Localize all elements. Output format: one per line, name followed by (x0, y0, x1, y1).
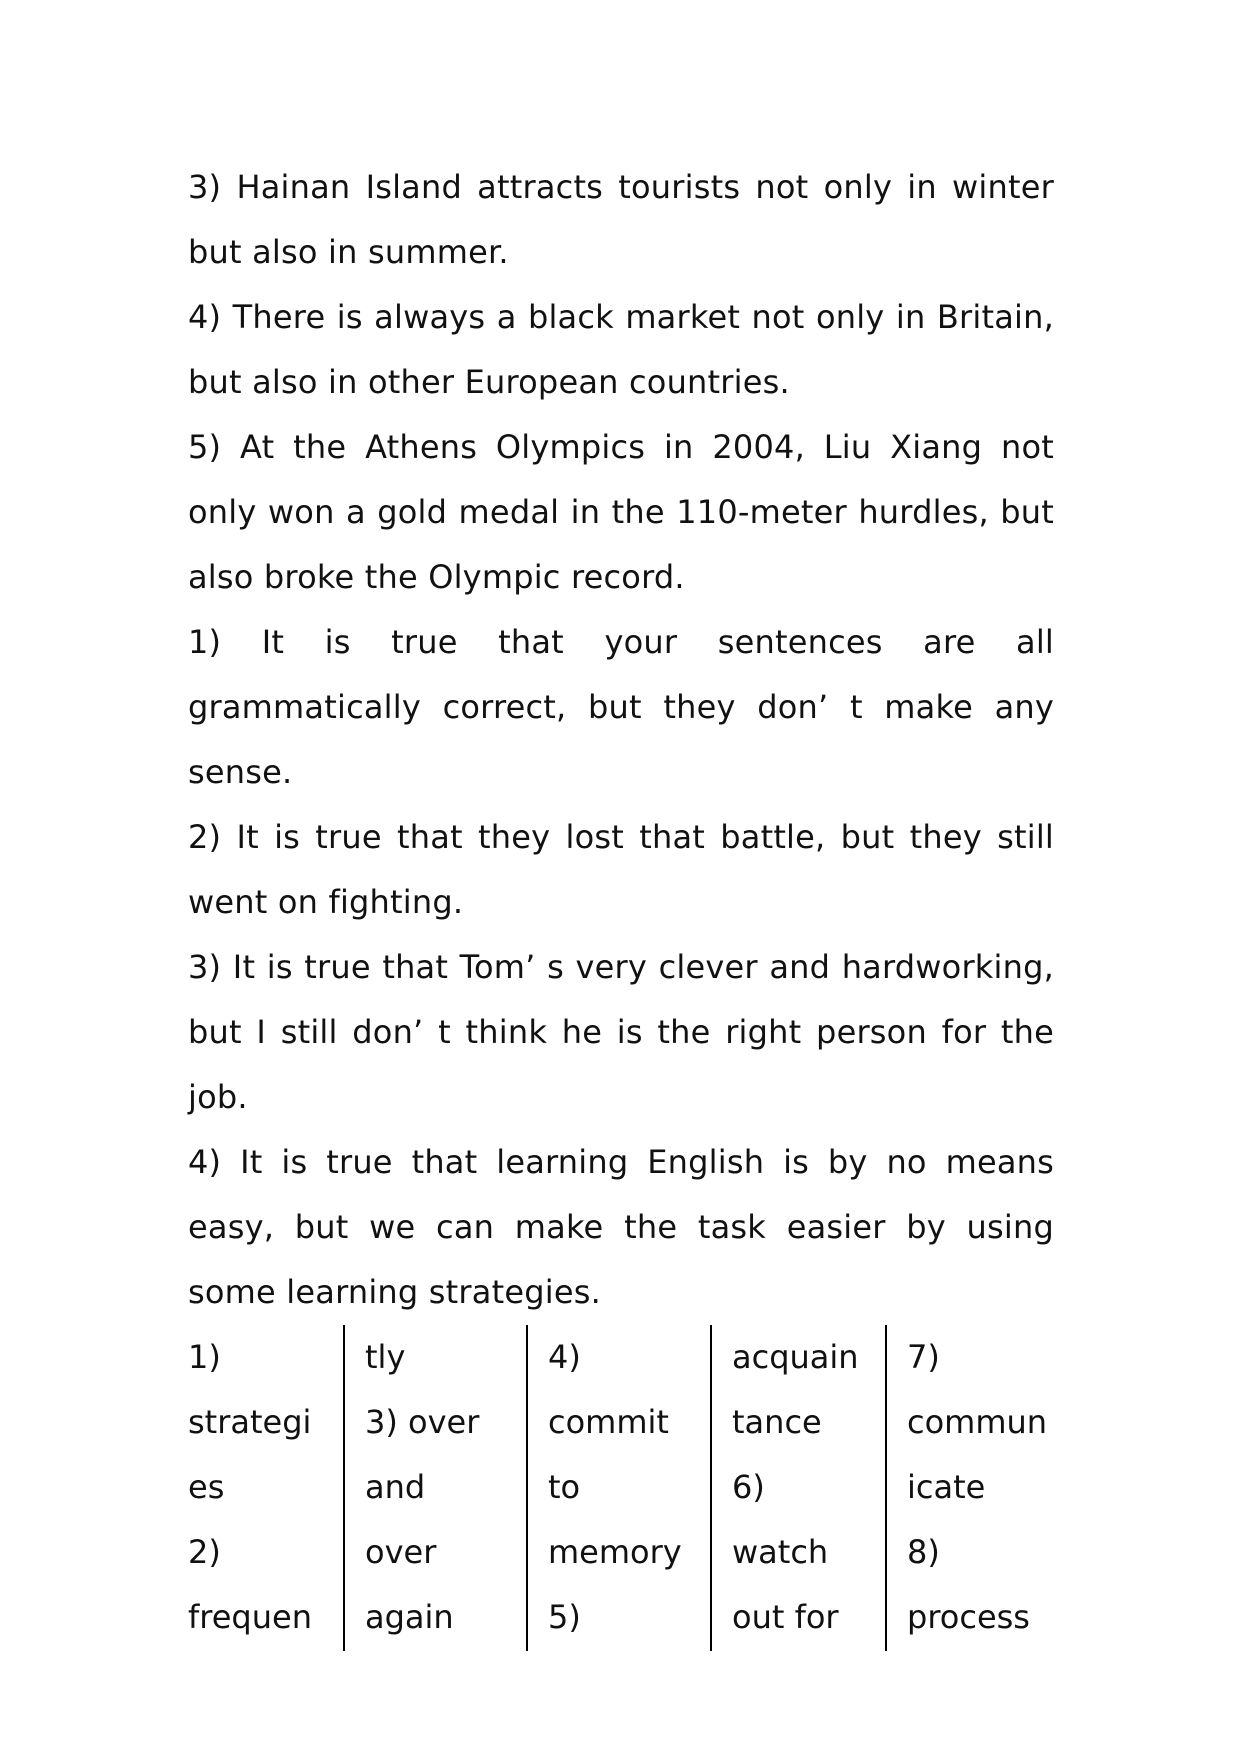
table-cell: memory (548, 1533, 682, 1571)
table-column (710, 1325, 885, 1651)
table-cell: es (188, 1468, 225, 1506)
paragraph: 3) Hainan Island attracts tourists not only in winter but also in summer. (188, 168, 1054, 271)
table-cell: commun (907, 1403, 1048, 1441)
paragraph: 3) It is true that Tom’ s very clever and hardworking, but I still don’ t think he is the right person for the job. (188, 948, 1054, 1116)
table-cell: frequen (188, 1598, 312, 1636)
table-cell: and (365, 1468, 426, 1506)
table-cell: commit (548, 1403, 669, 1441)
table-cell: tly (365, 1338, 406, 1376)
table-column (526, 1325, 710, 1651)
table-cell: 1) (188, 1338, 221, 1376)
table-column (343, 1325, 526, 1651)
table-cell: process (907, 1598, 1030, 1636)
paragraph: 4) There is always a black market not only in Britain, but also in other European countries. (188, 298, 1054, 401)
table-cell: acquain (732, 1338, 859, 1376)
table-cell: over (365, 1533, 437, 1571)
table-cell: tance (732, 1403, 822, 1441)
table-cell: again (365, 1598, 454, 1636)
table-cell: watch (732, 1533, 829, 1571)
paragraph: 5) At the Athens Olympics in 2004, Liu Xiang not only won a gold medal in the 110-meter hurdles, but also broke the Olympic record. (188, 428, 1054, 596)
table-cell: out for (732, 1598, 839, 1636)
table-cell: 3) over (365, 1403, 480, 1441)
paragraph: 1) It is true that your sentences are all grammatically correct, but they don’ t make any sense. (188, 623, 1054, 791)
table-cell: to (548, 1468, 581, 1506)
paragraph: 2) It is true that they lost that battle, but they still went on fighting. (188, 818, 1054, 921)
document-page (188, 155, 1054, 1651)
paragraph: 4) It is true that learning English is by no means easy, but we can make the task easier by using some learning strategies. (188, 1143, 1054, 1311)
table-column (885, 1325, 1054, 1651)
table-column (188, 1325, 343, 1651)
table-cell: strategi (188, 1403, 312, 1441)
table-cell: 7) (907, 1338, 940, 1376)
table-cell: icate (907, 1468, 986, 1506)
table-cell: 8) (907, 1533, 940, 1571)
table-cell: 2) (188, 1533, 221, 1571)
table-cell: 4) (548, 1338, 581, 1376)
vocabulary-table (188, 1325, 1054, 1651)
table-cell: 5) (548, 1598, 581, 1636)
table-cell: 6) (732, 1468, 765, 1506)
